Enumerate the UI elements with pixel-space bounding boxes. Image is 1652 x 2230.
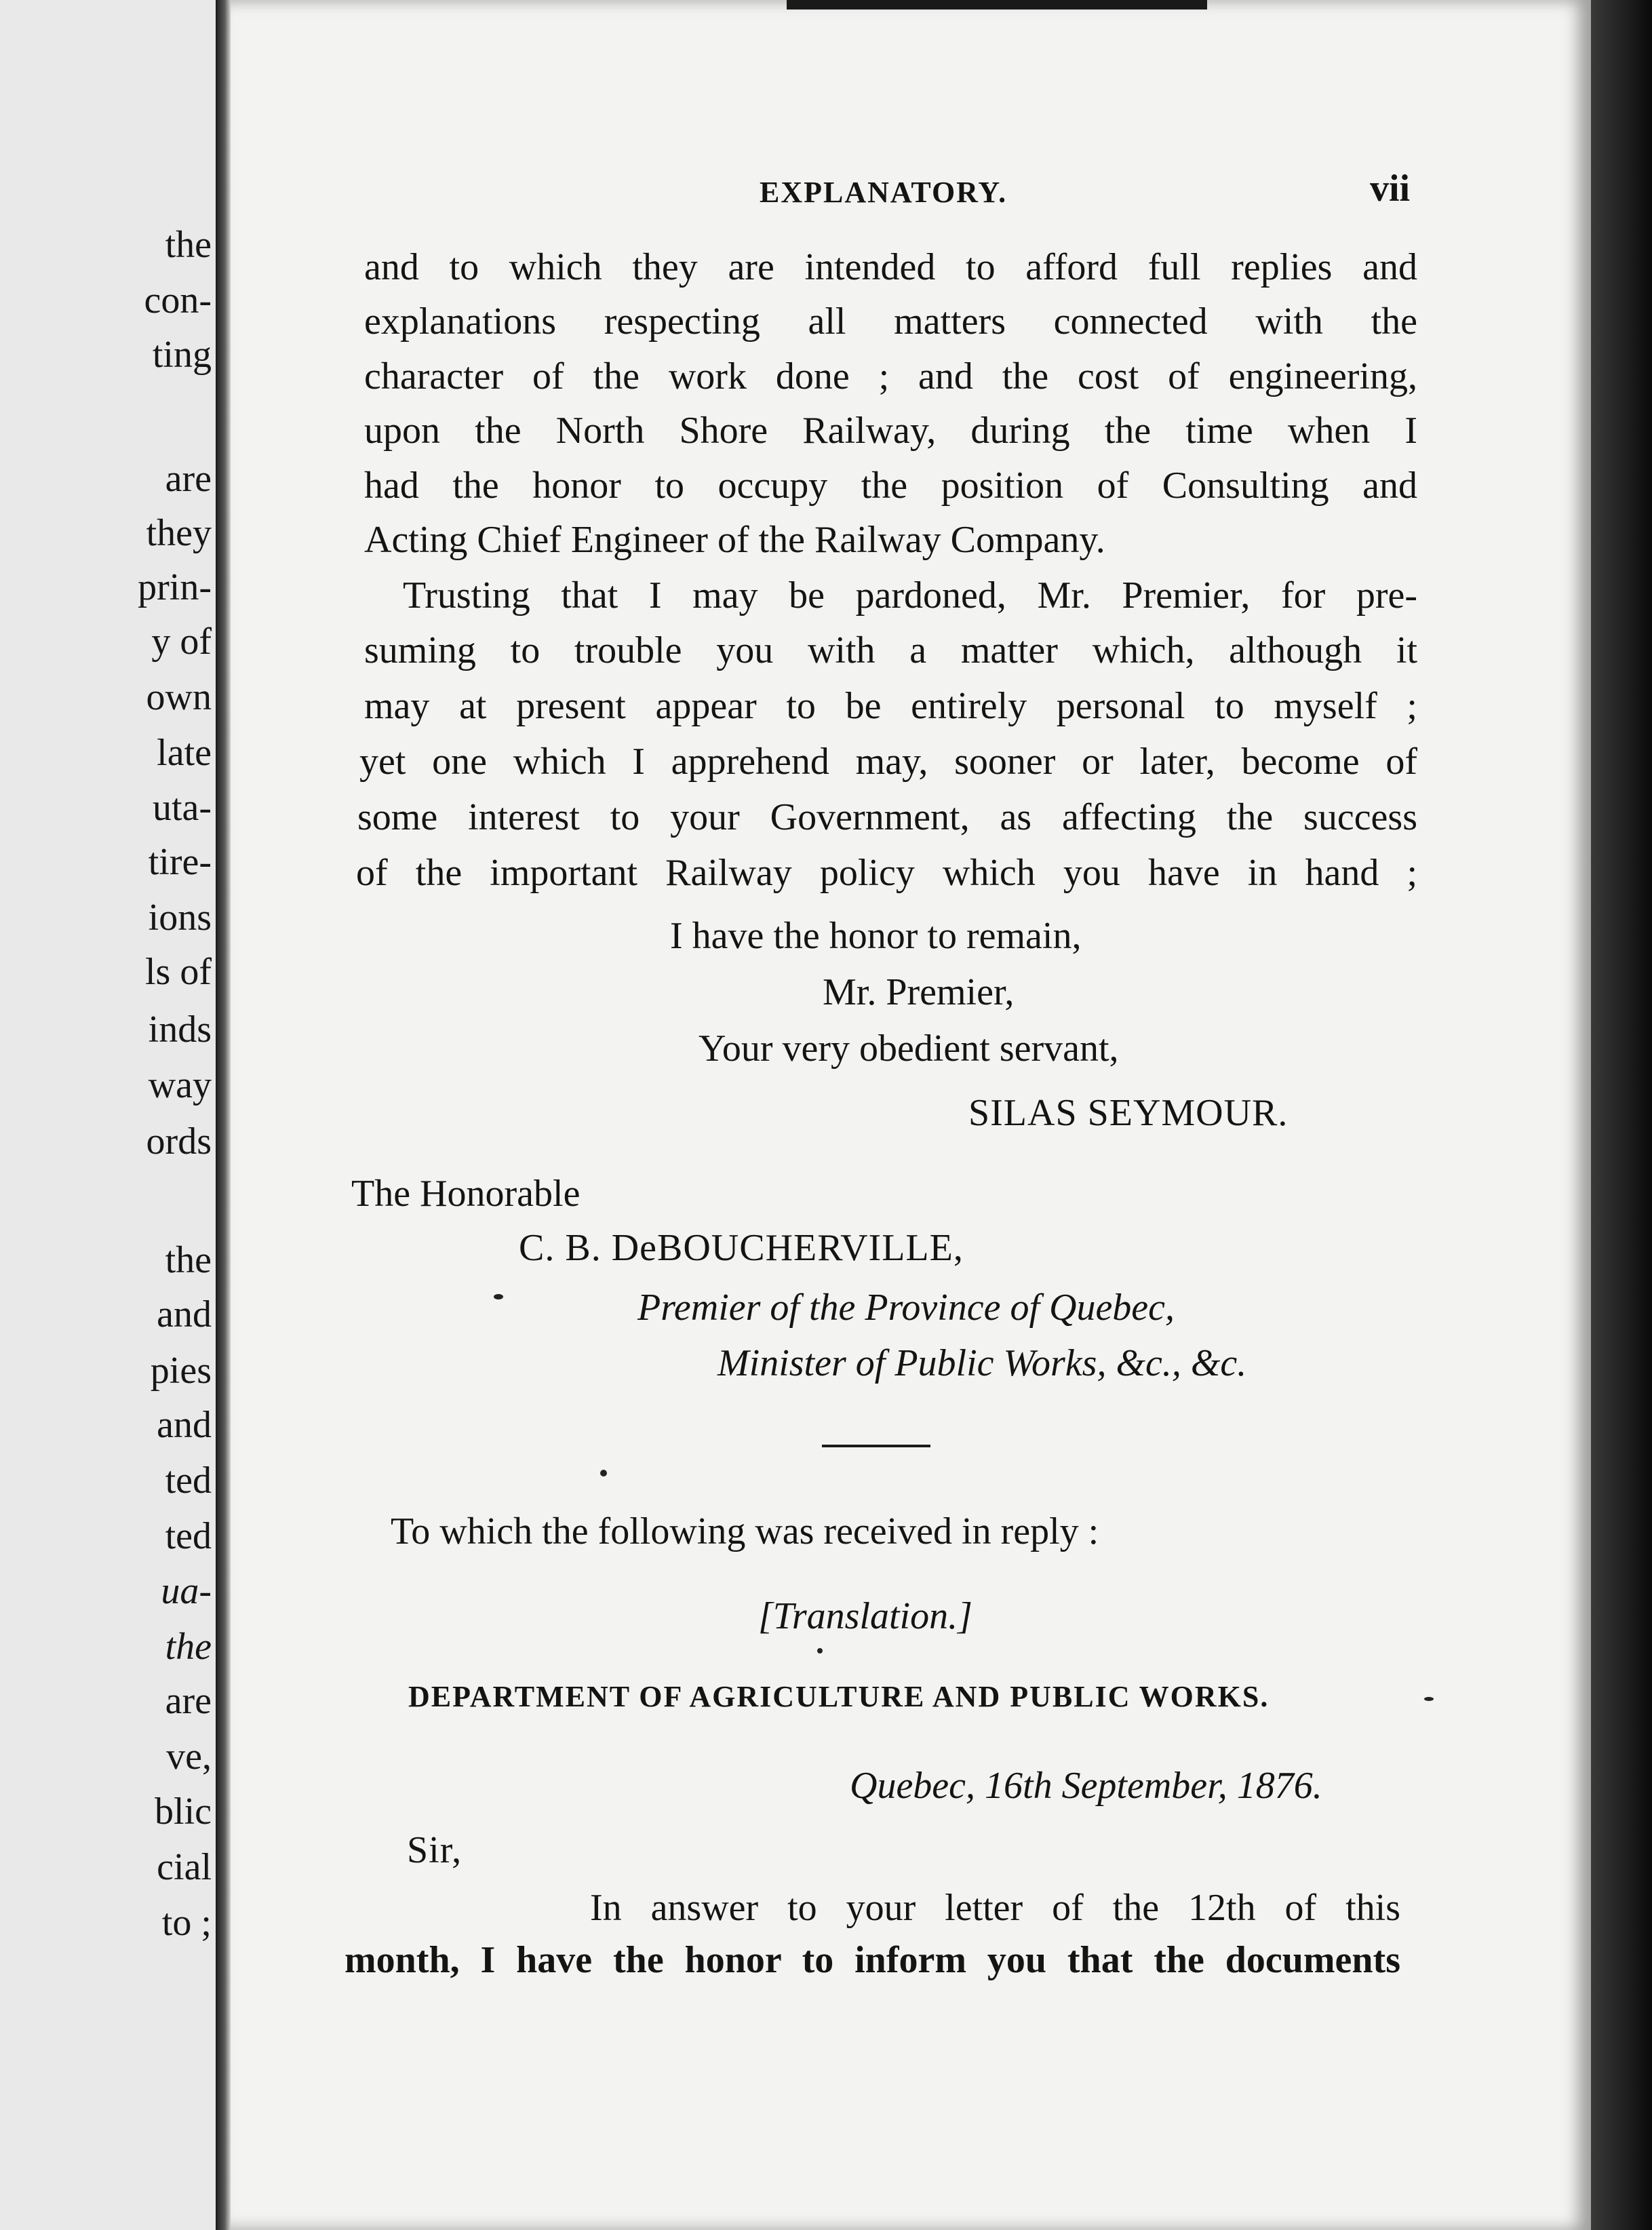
facing-page-fragment: way: [148, 1064, 212, 1106]
body-line: Acting Chief Engineer of the Railway Company.: [364, 519, 1105, 561]
facing-page-fragment: ted: [165, 1460, 212, 1502]
body-line: and to which they are intended to afford full replies and: [364, 246, 1417, 288]
body-line: In answer to your letter of the 12th of this: [590, 1887, 1400, 1929]
book-gutter: [216, 0, 231, 2230]
page-number: vii: [1370, 168, 1411, 210]
body-line: of the important Railway policy which you have in hand ;: [356, 852, 1417, 894]
facing-page-fragment: prin-: [138, 566, 212, 608]
ink-speck: [494, 1294, 503, 1299]
facing-page-fragment: pies: [150, 1350, 212, 1392]
body-line: explanations respecting all matters connected with the: [364, 300, 1417, 343]
ink-speck: [817, 1648, 823, 1654]
facing-page-fragment: blic: [155, 1791, 212, 1833]
page-edge-shadow: [1591, 0, 1652, 2230]
facing-page-fragment: to ;: [161, 1902, 212, 1944]
facing-page-fragment: cial: [157, 1846, 212, 1888]
facing-page-fragment: late: [157, 732, 212, 774]
body-line: Trusting that I may be pardoned, Mr. Premier, for pre-: [403, 574, 1417, 617]
facing-page-fragment: are: [165, 1680, 212, 1722]
facing-page-fragment: the: [165, 1626, 212, 1668]
facing-page-fragment: and: [157, 1293, 212, 1335]
facing-page-fragment: inds: [148, 1009, 212, 1051]
facing-page-fragment: ve,: [166, 1736, 212, 1778]
closing-line: Your very obedient servant,: [699, 1028, 1119, 1070]
body-line: may at present appear to be entirely personal to myself ;: [364, 685, 1417, 727]
closing-line: Mr. Premier,: [823, 971, 1015, 1013]
facing-page-fragment: ted: [165, 1515, 212, 1557]
facing-page-fragment: own: [146, 676, 212, 718]
ink-speck: [600, 1470, 607, 1476]
body-line: upon the North Shore Railway, during the time when I: [364, 410, 1417, 452]
ink-speck: [1424, 1697, 1434, 1701]
department-heading: DEPARTMENT OF AGRICULTURE AND PUBLIC WORKS.: [408, 1680, 1270, 1713]
body-line: had the honor to occupy the position of Consulting and: [364, 465, 1417, 507]
facing-page-fragment: y of: [151, 621, 212, 663]
reply-intro: To which the following was received in reply :: [391, 1510, 1099, 1552]
facing-page-fragment: are: [165, 458, 212, 500]
addressee-salutation: The Honorable: [351, 1173, 581, 1215]
facing-page-fragment: ls of: [145, 951, 212, 993]
facing-page-fragment: the: [165, 224, 212, 266]
facing-page-fragment: ions: [148, 897, 212, 939]
page-top-edge: [787, 0, 1207, 9]
salutation: Sir,: [407, 1829, 463, 1871]
facing-page-fragment: ords: [146, 1120, 212, 1162]
facing-page-fragment: the: [165, 1239, 212, 1281]
facing-page: [0, 0, 220, 2230]
addressee-title: Premier of the Province of Quebec,: [637, 1287, 1175, 1329]
section-rule: [822, 1445, 930, 1447]
body-line: character of the work done ; and the cost of engineering,: [364, 355, 1417, 397]
facing-page-fragment: ua-: [161, 1570, 212, 1612]
facing-page-fragment: con-: [144, 279, 212, 321]
closing-line: I have the honor to remain,: [670, 915, 1082, 957]
facing-page-fragment: tire-: [148, 841, 212, 883]
facing-page-fragment: uta-: [152, 787, 212, 829]
body-line: some interest to your Government, as affecting the success: [357, 796, 1417, 838]
dateline: Quebec, 16th September, 1876.: [850, 1765, 1322, 1807]
addressee-title: Minister of Public Works, &c., &c.: [717, 1342, 1247, 1384]
addressee-name: C. B. DeBOUCHERVILLE,: [519, 1227, 964, 1269]
body-line: suming to trouble you with a matter which, although it: [364, 629, 1417, 671]
signature: SILAS SEYMOUR.: [968, 1092, 1289, 1134]
facing-page-fragment: they: [146, 512, 212, 554]
body-line: month, I have the honor to inform you that the documents: [345, 1939, 1400, 1981]
facing-page-fragment: ting: [152, 334, 212, 376]
translation-note: [Translation.]: [758, 1595, 972, 1637]
running-title: EXPLANATORY.: [760, 176, 1008, 209]
body-line: yet one which I apprehend may, sooner or later, become of: [359, 741, 1417, 783]
facing-page-fragment: and: [157, 1404, 212, 1446]
